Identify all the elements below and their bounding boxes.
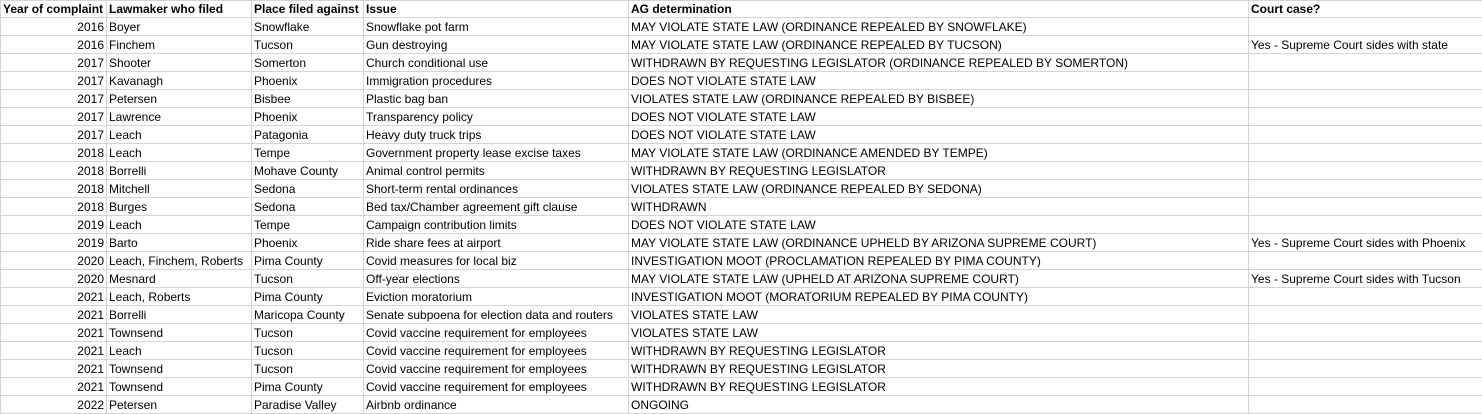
cell-court-case[interactable] [1249, 342, 1482, 360]
table-row [1, 360, 1482, 378]
cell-place[interactable]: Patagonia [252, 126, 364, 144]
cell-year[interactable]: 2020 [1, 252, 107, 270]
cell-lawmaker[interactable]: Leach, Finchem, Roberts [107, 252, 252, 270]
cell-year[interactable]: 2017 [1, 72, 107, 90]
cell-year[interactable]: 2019 [1, 216, 107, 234]
cell-court-case[interactable] [1249, 18, 1482, 36]
cell-lawmaker[interactable]: Kavanagh [107, 72, 252, 90]
cell-court-case[interactable]: Yes - Supreme Court sides with state [1249, 36, 1482, 54]
cell-court-case[interactable] [1249, 396, 1482, 414]
table-row [1, 198, 1482, 216]
table-row [1, 180, 1482, 198]
cell-lawmaker[interactable]: Finchem [107, 36, 252, 54]
cell-place[interactable]: Pima County [252, 252, 364, 270]
cell-ag-determination[interactable]: VIOLATES STATE LAW [629, 306, 1249, 324]
cell-court-case[interactable]: Yes - Supreme Court sides with Phoenix [1249, 234, 1482, 252]
cell-place[interactable]: Phoenix [252, 108, 364, 126]
cell-issue[interactable]: Gun destroying [364, 36, 629, 54]
cell-lawmaker[interactable]: Petersen [107, 396, 252, 414]
cell-year[interactable]: 2018 [1, 144, 107, 162]
cell-court-case[interactable] [1249, 306, 1482, 324]
table-row [1, 216, 1482, 234]
cell-place[interactable]: Sedona [252, 198, 364, 216]
cell-court-case[interactable] [1249, 288, 1482, 306]
cell-ag-determination[interactable]: VIOLATES STATE LAW [629, 324, 1249, 342]
table-row [1, 288, 1482, 306]
header-place[interactable]: Place filed against [252, 1, 364, 18]
table-row [1, 378, 1482, 396]
table-row [1, 270, 1482, 288]
cell-issue[interactable]: Senate subpoena for election data and routers [364, 306, 629, 324]
cell-place[interactable]: Phoenix [252, 234, 364, 252]
table-row [1, 36, 1482, 54]
cell-court-case[interactable] [1249, 198, 1482, 216]
cell-lawmaker[interactable]: Townsend [107, 324, 252, 342]
table-row [1, 162, 1482, 180]
cell-ag-determination[interactable]: WITHDRAWN BY REQUESTING LEGISLATOR [629, 162, 1249, 180]
cell-issue[interactable]: Covid vaccine requirement for employees [364, 378, 629, 396]
cell-ag-determination[interactable]: MAY VIOLATE STATE LAW (ORDINANCE REPEALED BY TUCSON) [629, 36, 1249, 54]
cell-lawmaker[interactable]: Barto [107, 234, 252, 252]
cell-year[interactable]: 2018 [1, 198, 107, 216]
cell-place[interactable]: Mohave County [252, 162, 364, 180]
cell-issue[interactable]: Government property lease excise taxes [364, 144, 629, 162]
cell-ag-determination[interactable]: MAY VIOLATE STATE LAW (ORDINANCE AMENDED BY TEMPE) [629, 144, 1249, 162]
cell-ag-determination[interactable]: WITHDRAWN BY REQUESTING LEGISLATOR (ORDINANCE REPEALED BY SOMERTON) [629, 54, 1249, 72]
cell-court-case[interactable] [1249, 126, 1482, 144]
table-row [1, 234, 1482, 252]
cell-lawmaker[interactable]: Burges [107, 198, 252, 216]
cell-year[interactable]: 2018 [1, 162, 107, 180]
cell-year[interactable]: 2020 [1, 270, 107, 288]
cell-ag-determination[interactable]: WITHDRAWN BY REQUESTING LEGISLATOR [629, 360, 1249, 378]
cell-issue[interactable]: Covid vaccine requirement for employees [364, 324, 629, 342]
cell-year[interactable]: 2016 [1, 36, 107, 54]
cell-year[interactable]: 2019 [1, 234, 107, 252]
cell-court-case[interactable]: Yes - Supreme Court sides with Tucson [1249, 270, 1482, 288]
cell-lawmaker[interactable]: Leach [107, 216, 252, 234]
cell-lawmaker[interactable]: Mesnard [107, 270, 252, 288]
table-row [1, 18, 1482, 36]
cell-lawmaker[interactable]: Shooter [107, 54, 252, 72]
cell-place[interactable]: Tucson [252, 360, 364, 378]
header-year[interactable]: Year of complaint [1, 1, 107, 18]
cell-year[interactable]: 2017 [1, 54, 107, 72]
table-body [1, 18, 1482, 414]
cell-issue[interactable]: Immigration procedures [364, 72, 629, 90]
cell-ag-determination[interactable]: INVESTIGATION MOOT (MORATORIUM REPEALED BY PIMA COUNTY) [629, 288, 1249, 306]
cell-place[interactable]: Maricopa County [252, 306, 364, 324]
cell-lawmaker[interactable]: Leach [107, 144, 252, 162]
cell-ag-determination[interactable]: WITHDRAWN BY REQUESTING LEGISLATOR [629, 342, 1249, 360]
cell-ag-determination[interactable]: WITHDRAWN BY REQUESTING LEGISLATOR [629, 378, 1249, 396]
header-issue[interactable]: Issue [364, 1, 629, 18]
cell-lawmaker[interactable]: Leach [107, 126, 252, 144]
cell-place[interactable]: Pima County [252, 378, 364, 396]
header-ag-determination[interactable]: AG determination [629, 1, 1249, 18]
cell-year[interactable]: 2021 [1, 378, 107, 396]
header-lawmaker[interactable]: Lawmaker who filed [107, 1, 252, 18]
cell-issue[interactable]: Short-term rental ordinances [364, 180, 629, 198]
cell-lawmaker[interactable]: Leach, Roberts [107, 288, 252, 306]
cell-year[interactable]: 2017 [1, 126, 107, 144]
table-row [1, 306, 1482, 324]
table-row [1, 396, 1482, 414]
cell-lawmaker[interactable]: Boyer [107, 18, 252, 36]
cell-place[interactable]: Snowflake [252, 18, 364, 36]
cell-year[interactable]: 2021 [1, 288, 107, 306]
cell-issue[interactable]: Animal control permits [364, 162, 629, 180]
cell-court-case[interactable] [1249, 144, 1482, 162]
cell-lawmaker[interactable]: Petersen [107, 90, 252, 108]
cell-court-case[interactable] [1249, 180, 1482, 198]
cell-ag-determination[interactable]: WITHDRAWN [629, 198, 1249, 216]
cell-year[interactable]: 2021 [1, 324, 107, 342]
table-row [1, 252, 1482, 270]
table-row [1, 90, 1482, 108]
cell-ag-determination[interactable]: DOES NOT VIOLATE STATE LAW [629, 126, 1249, 144]
cell-ag-determination[interactable]: MAY VIOLATE STATE LAW (UPHELD AT ARIZONA SUPREME COURT) [629, 270, 1249, 288]
cell-court-case[interactable] [1249, 162, 1482, 180]
cell-place[interactable]: Pima County [252, 288, 364, 306]
cell-place[interactable]: Somerton [252, 54, 364, 72]
cell-ag-determination[interactable]: DOES NOT VIOLATE STATE LAW [629, 216, 1249, 234]
cell-place[interactable]: Sedona [252, 180, 364, 198]
cell-year[interactable]: 2016 [1, 18, 107, 36]
cell-issue[interactable]: Eviction moratorium [364, 288, 629, 306]
cell-place[interactable]: Tucson [252, 342, 364, 360]
cell-issue[interactable]: Covid measures for local biz [364, 252, 629, 270]
table-row [1, 126, 1482, 144]
cell-year[interactable]: 2017 [1, 108, 107, 126]
cell-ag-determination[interactable]: DOES NOT VIOLATE STATE LAW [629, 72, 1249, 90]
cell-year[interactable]: 2017 [1, 90, 107, 108]
cell-lawmaker[interactable]: Mitchell [107, 180, 252, 198]
cell-ag-determination[interactable]: VIOLATES STATE LAW (ORDINANCE REPEALED BY BISBEE) [629, 90, 1249, 108]
cell-lawmaker[interactable]: Borrelli [107, 162, 252, 180]
cell-issue[interactable]: Heavy duty truck trips [364, 126, 629, 144]
cell-year[interactable]: 2021 [1, 360, 107, 378]
cell-issue[interactable]: Covid vaccine requirement for employees [364, 360, 629, 378]
cell-year[interactable]: 2021 [1, 342, 107, 360]
cell-issue[interactable]: Campaign contribution limits [364, 216, 629, 234]
cell-lawmaker[interactable]: Borrelli [107, 306, 252, 324]
cell-court-case[interactable] [1249, 54, 1482, 72]
cell-place[interactable]: Tempe [252, 216, 364, 234]
cell-place[interactable]: Paradise Valley [252, 396, 364, 414]
cell-place[interactable]: Tucson [252, 36, 364, 54]
cell-court-case[interactable] [1249, 324, 1482, 342]
cell-issue[interactable]: Snowflake pot farm [364, 18, 629, 36]
cell-ag-determination[interactable]: INVESTIGATION MOOT (PROCLAMATION REPEALED BY PIMA COUNTY) [629, 252, 1249, 270]
cell-court-case[interactable] [1249, 252, 1482, 270]
cell-issue[interactable]: Transparency policy [364, 108, 629, 126]
cell-place[interactable]: Tempe [252, 144, 364, 162]
cell-place[interactable]: Tucson [252, 270, 364, 288]
cell-lawmaker[interactable]: Townsend [107, 360, 252, 378]
cell-ag-determination[interactable]: VIOLATES STATE LAW (ORDINANCE REPEALED BY SEDONA) [629, 180, 1249, 198]
cell-court-case[interactable] [1249, 216, 1482, 234]
cell-issue[interactable]: Bed tax/Chamber agreement gift clause [364, 198, 629, 216]
cell-lawmaker[interactable]: Leach [107, 342, 252, 360]
cell-issue[interactable]: Airbnb ordinance [364, 396, 629, 414]
cell-lawmaker[interactable]: Lawrence [107, 108, 252, 126]
cell-issue[interactable]: Ride share fees at airport [364, 234, 629, 252]
cell-issue[interactable]: Plastic bag ban [364, 90, 629, 108]
cell-place[interactable]: Bisbee [252, 90, 364, 108]
cell-court-case[interactable] [1249, 108, 1482, 126]
cell-issue[interactable]: Covid vaccine requirement for employees [364, 342, 629, 360]
cell-lawmaker[interactable]: Townsend [107, 378, 252, 396]
table-row [1, 108, 1482, 126]
header-row [1, 1, 1482, 18]
header-court-case[interactable]: Court case? [1249, 1, 1482, 18]
cell-court-case[interactable] [1249, 378, 1482, 396]
cell-place[interactable]: Tucson [252, 324, 364, 342]
table-row [1, 72, 1482, 90]
table-row [1, 342, 1482, 360]
table-row [1, 324, 1482, 342]
cell-issue[interactable]: Church conditional use [364, 54, 629, 72]
cell-year[interactable]: 2018 [1, 180, 107, 198]
table-row [1, 144, 1482, 162]
cell-year[interactable]: 2021 [1, 306, 107, 324]
cell-issue[interactable]: Off-year elections [364, 270, 629, 288]
cell-ag-determination[interactable]: MAY VIOLATE STATE LAW (ORDINANCE UPHELD BY ARIZONA SUPREME COURT) [629, 234, 1249, 252]
cell-place[interactable]: Phoenix [252, 72, 364, 90]
cell-year[interactable]: 2022 [1, 396, 107, 414]
cell-court-case[interactable] [1249, 90, 1482, 108]
cell-court-case[interactable] [1249, 360, 1482, 378]
cell-ag-determination[interactable]: DOES NOT VIOLATE STATE LAW [629, 108, 1249, 126]
cell-ag-determination[interactable]: MAY VIOLATE STATE LAW (ORDINANCE REPEALED BY SNOWFLAKE) [629, 18, 1249, 36]
table-row [1, 54, 1482, 72]
cell-ag-determination[interactable]: ONGOING [629, 396, 1249, 414]
cell-court-case[interactable] [1249, 72, 1482, 90]
